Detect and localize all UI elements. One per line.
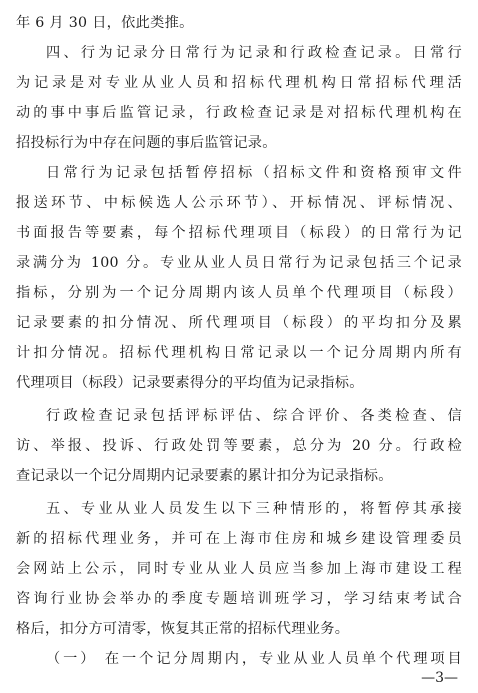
text-line: 报送环节、中标候选人公示环节）、开标情况、评标情况、 [16, 195, 462, 211]
text-line: 年 6 月 30 日，依此类推。 [16, 15, 194, 31]
text-line: 四、行为记录分日常行为记录和行政检查记录。日常行 [46, 45, 462, 61]
text-line: 记录要素的扣分情况、所代理项目（标段）的平均扣分及累 [16, 315, 462, 331]
text-line: 为记录是对专业从业人员和招标代理机构日常招标代理活 [16, 75, 462, 91]
page-number: —3— [421, 670, 458, 686]
text-line: 计扣分情况。招标代理机构日常记录以一个记分周期内所有 [16, 345, 462, 361]
text-line: 新的招标代理业务，并可在上海市住房和城乡建设管理委员 [16, 531, 462, 547]
text-line: 指标，分别为一个记分周期内该人员单个代理项目（标段） [16, 285, 462, 301]
text-line: （一） 在一个记分周期内，专业从业人员单个代理项目 [46, 651, 462, 667]
text-line: 日常行为记录包括暂停招标（招标文件和资格预审文件 [46, 165, 462, 181]
text-line: 招投标行为中存在问题的事后监管记录。 [16, 135, 277, 151]
text-line: 会网站上公示，同时专业从业人员应当参加上海市建设工程 [16, 561, 462, 577]
text-line: 行政检查记录包括评标评估、综合评价、各类检查、信 [46, 408, 462, 424]
text-line: 代理项目（标段）记录要素得分的平均值为记录指标。 [16, 375, 364, 391]
text-line: 咨询行业协会举办的季度专题培训班学习，学习结束考试合 [16, 591, 462, 607]
text-line: 书面报告等要素，每个招标代理项目（标段）的日常行为记 [16, 225, 462, 241]
text-line: 动的事中事后监管记录，行政检查记录是对招标代理机构在 [16, 105, 462, 121]
text-line: 格后，扣分方可清零，恢复其正常的招标代理业务。 [16, 621, 350, 637]
text-line: 录满分为 100 分。专业从业人员日常行为记录包括三个记录 [16, 255, 462, 271]
text-line: 访、举报、投诉、行政处罚等要素，总分为 20 分。行政检 [16, 438, 462, 454]
text-line: 五、专业从业人员发生以下三种情形的，将暂停其承接 [46, 501, 462, 517]
text-line: 查记录以一个记分周期内记录要素的累计扣分为记录指标。 [16, 468, 393, 484]
